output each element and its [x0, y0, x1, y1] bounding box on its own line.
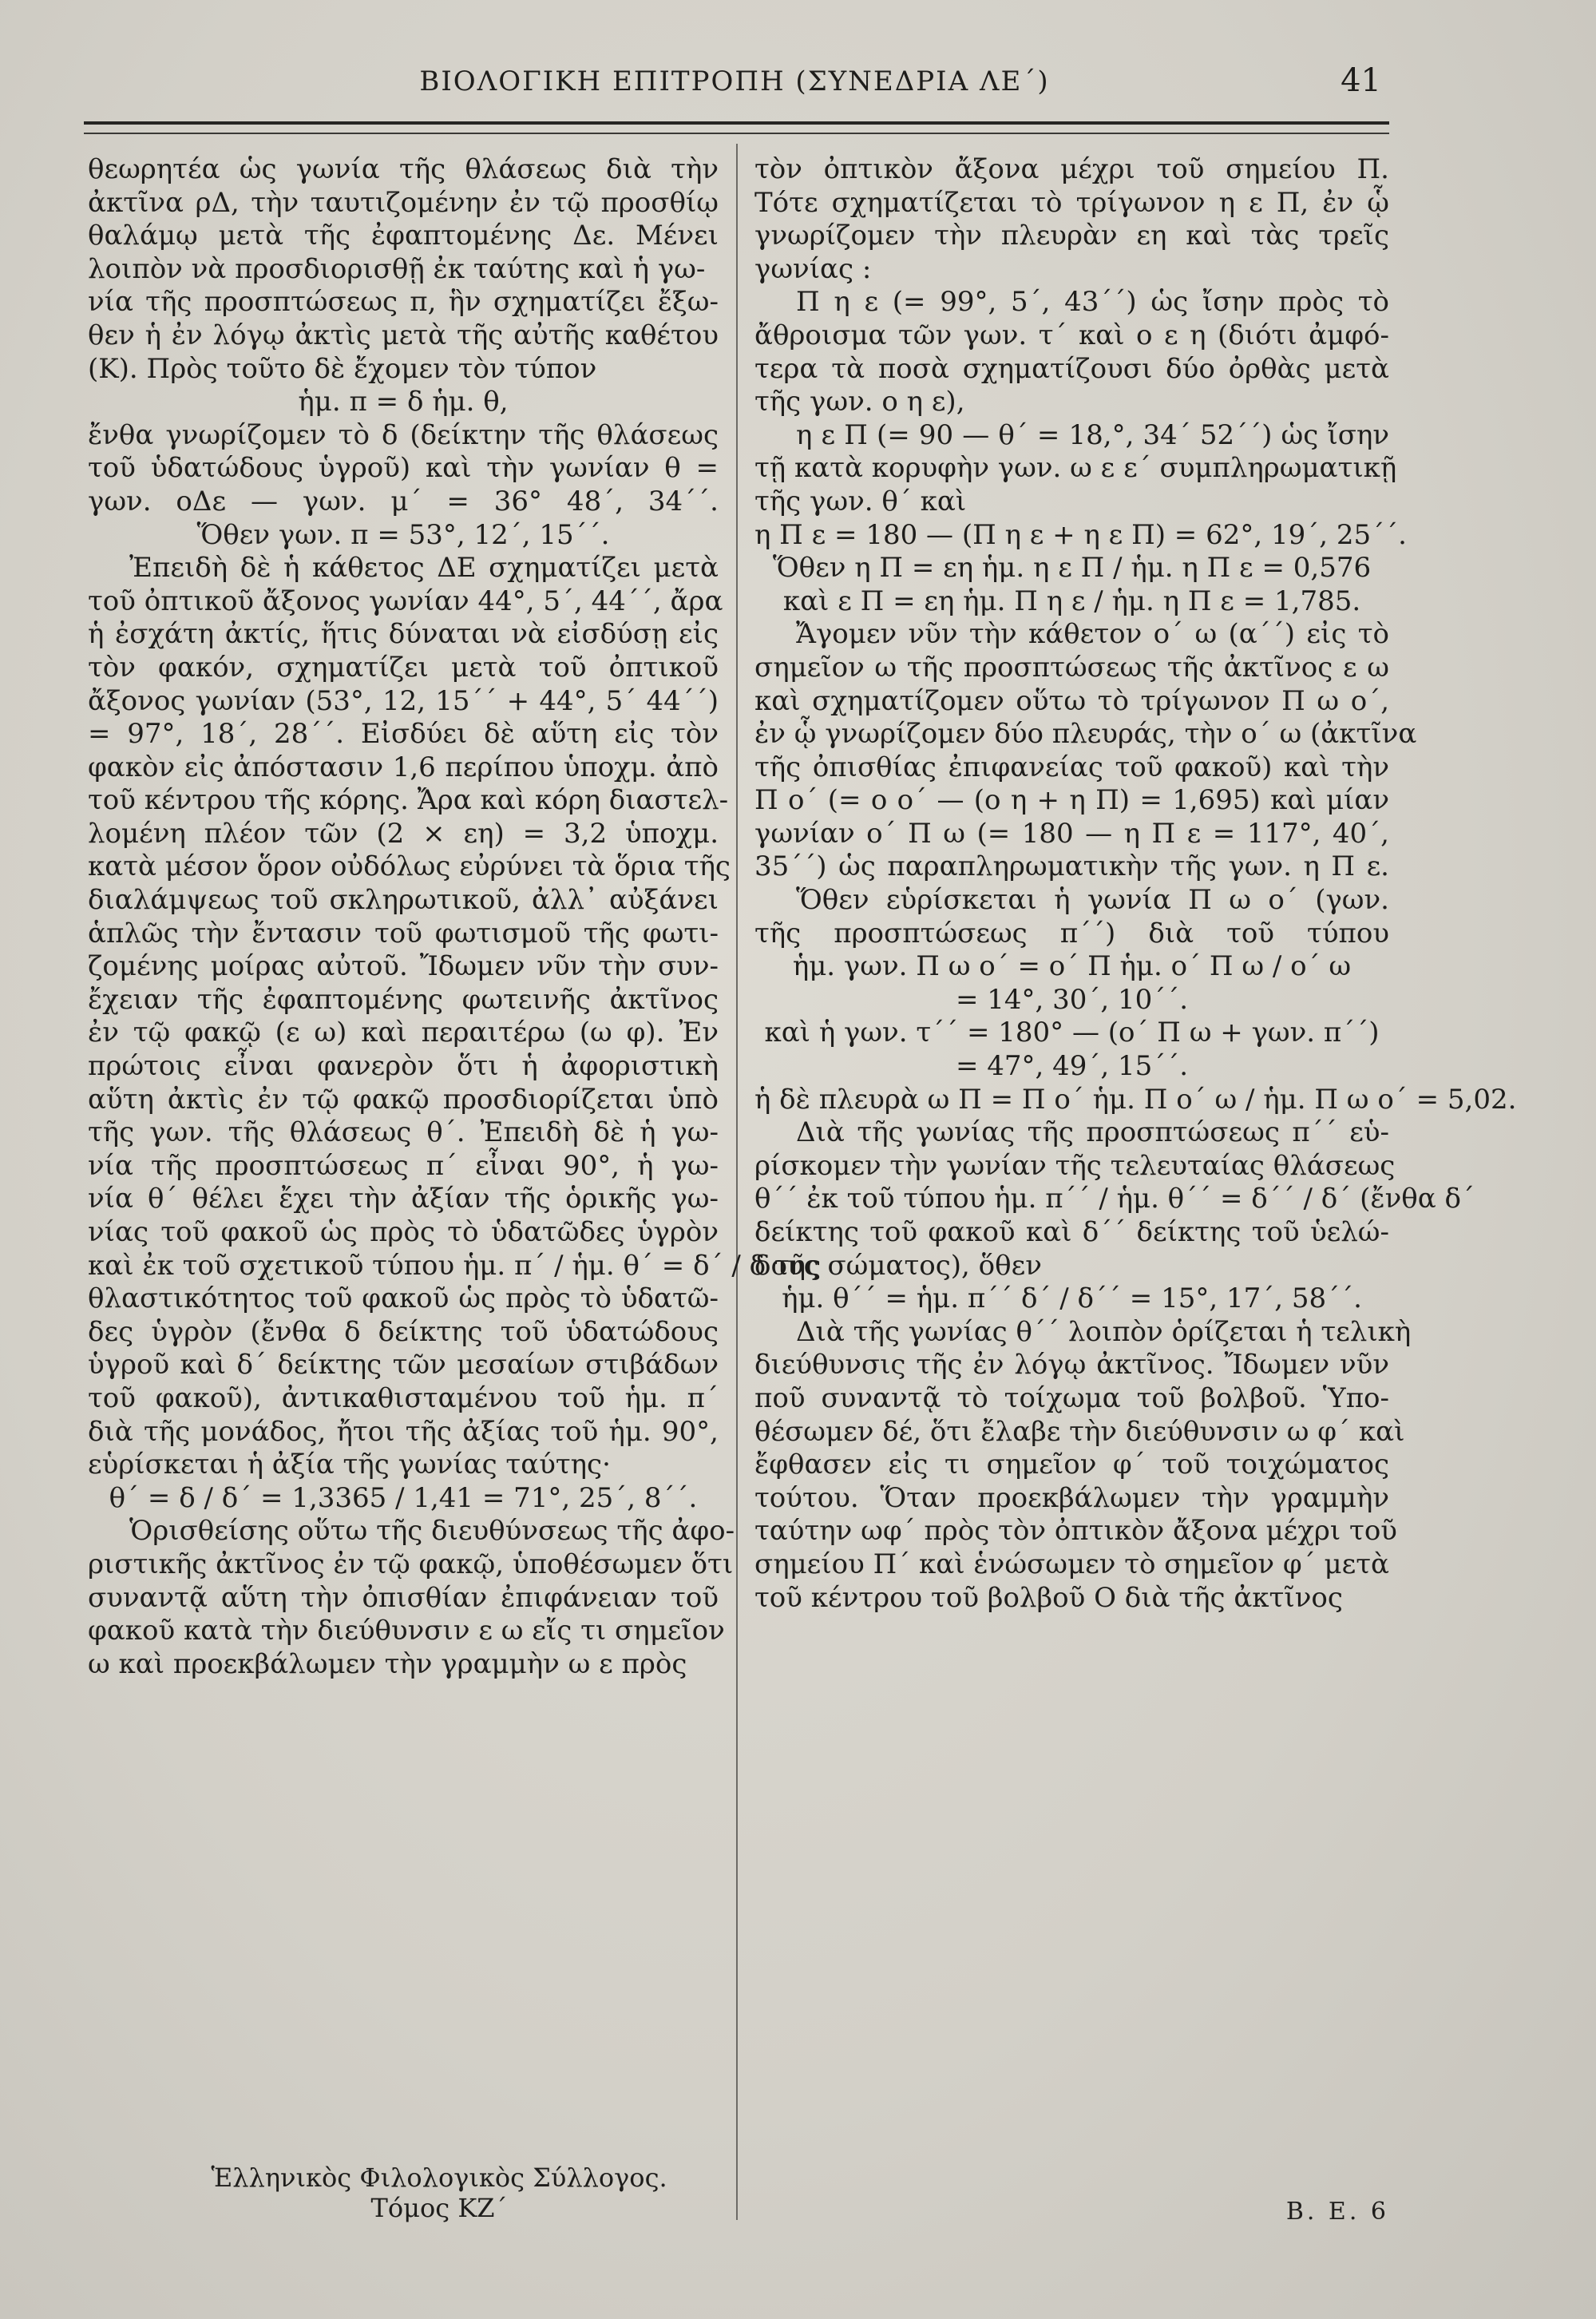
text-line: δους σώματος), ὅθεν	[754, 1249, 1042, 1282]
page-number: 41	[1341, 62, 1381, 99]
text-line: ἡμ. θ΄΄ = ἡμ. π΄΄ δ΄ / δ΄΄ = 15°, 17΄, 58΄΄.	[782, 1282, 1362, 1315]
text-line: ἔφθασεν εἰς τι σημεῖον φ΄ τοῦ τοιχώματος	[754, 1449, 1389, 1481]
text-line: θεν ἡ ἐν λόγῳ ἀκτὶς μετὰ τῆς αὐτῆς καθέτου	[88, 319, 719, 351]
text-line: ἔνθα γνωρίζομεν τὸ δ (δείκτην τῆς θλάσεως	[88, 418, 719, 451]
text-line: καὶ ἐκ τοῦ σχετικοῦ τύπου ἡμ. π΄ / ἡμ. θ΄ = δ΄ / δ τῆς	[88, 1249, 822, 1282]
text-line: ἡ δὲ πλευρὰ ω Π = Π ο΄ ἡμ. Π ο΄ ω / ἡμ. Π ω ο΄ = 5,02.	[754, 1083, 1517, 1116]
text-line: αὕτη ἀκτὶς ἐν τῷ φακῷ προσδιορίζεται ὑπὸ	[88, 1083, 719, 1116]
text-line: ἔχειαν τῆς ἐφαπτομένης φωτεινῆς ἀκτῖνος	[88, 983, 719, 1016]
text-line: τῆς γων. τῆς θλάσεως θ΄. Ἐπειδὴ δὲ ἡ γω-	[88, 1116, 719, 1149]
signature-mark: Β. Ε. 6	[1285, 2198, 1389, 2226]
text-line: φακοῦ κατὰ τὴν διεύθυνσιν ε ω εἴς τι σημεῖον	[88, 1615, 725, 1647]
text-line: τῆς γων. ο η ε),	[754, 386, 965, 418]
text-line: ἡμ. π = δ ἡμ. θ,	[298, 386, 509, 418]
text-line: διαλάμψεως τοῦ σκληρωτικοῦ, ἀλλ᾽ αὐξάνει	[88, 884, 719, 917]
text-line: καὶ σχηματίζομεν οὕτω τὸ τρίγωνον Π ω ο΄,	[754, 684, 1389, 717]
text-line: Διὰ τῆς γωνίας τῆς προσπτώσεως π΄΄ εὑ-	[796, 1116, 1389, 1149]
text-line: τῆς γων. θ΄ καὶ	[754, 485, 967, 517]
text-line: δες ὑγρὸν (ἔνθα δ δείκτης τοῦ ὑδατώδους	[88, 1315, 719, 1348]
text-line: σημεῖον ω τῆς προσπτώσεως τῆς ἀκτῖνος ε ω	[754, 651, 1389, 684]
text-line: ἡμ. γων. Π ω ο΄ = ο΄ Π ἡμ. ο΄ Π ω / ο΄ ω	[792, 950, 1352, 983]
text-line: γνωρίζομεν τὴν πλευρὰν εη καὶ τὰς τρεῖς	[754, 220, 1389, 252]
text-line: τὸν φακόν, σχηματίζει μετὰ τοῦ ὀπτικοῦ	[88, 651, 719, 684]
text-line: θέσωμεν δέ, ὅτι ἔλαβε τὴν διεύθυνσιν ω φ΄ καὶ	[754, 1415, 1405, 1448]
text-line: θλαστικότητος τοῦ φακοῦ ὡς πρὸς τὸ ὑδατῶ-	[88, 1282, 719, 1315]
text-line: τοῦ φακοῦ), ἀντικαθισταμένου τοῦ ἡμ. π΄	[88, 1381, 719, 1414]
text-line: η ε Π (= 90 — θ΄ = 18,°, 34΄ 52΄΄) ὡς ἴσην	[796, 418, 1389, 451]
text-line: εὑρίσκεται ἡ ἀξία τῆς γωνίας ταύτης·	[88, 1449, 611, 1481]
text-line: συναντᾷ αὕτη τὴν ὀπισθίαν ἐπιφάνειαν τοῦ	[88, 1581, 719, 1614]
text-line: γωνίαν ο΄ Π ω (= 180 — η Π ε = 117°, 40΄,	[754, 817, 1389, 850]
column-divider	[736, 144, 738, 2220]
text-line: δείκτης τοῦ φακοῦ καὶ δ΄΄ δείκτης τοῦ ὑελώ-	[754, 1216, 1389, 1248]
text-line: φακὸν εἰς ἀπόστασιν 1,6 περίπου ὑποχμ. ἀπὸ	[88, 751, 719, 783]
text-line: ἡ ἐσχάτη ἀκτίς, ἥτις δύναται νὰ εἰσδύσῃ εἰς	[88, 618, 719, 651]
text-line: τῇ κατὰ κορυφὴν γων. ω ε ε΄ συμπληρωματικῇ	[754, 452, 1397, 485]
text-line: ἁπλῶς τὴν ἔντασιν τοῦ φωτισμοῦ τῆς φωτι-	[88, 917, 719, 949]
header-rule-thick	[84, 121, 1389, 125]
text-line: 35΄΄) ὡς παραπληρωματικὴν τῆς γων. η Π ε.	[754, 850, 1389, 883]
text-line: θ΄ = δ / δ΄ = 1,3365 / 1,41 = 71°, 25΄, 8΄΄.	[109, 1481, 698, 1514]
left-column	[88, 153, 822, 1681]
running-header: ΒΙΟΛΟΓΙΚΗ ΕΠΙΤΡΟΠΗ (ΣΥΝΕΔΡΙΑ ΛΕ΄)	[419, 65, 1050, 97]
text-line: Ὁρισθείσης οὕτω τῆς διευθύνσεως τῆς ἀφο-	[129, 1515, 735, 1548]
text-line: θεωρητέα ὡς γωνία τῆς θλάσεως διὰ τὴν	[88, 153, 719, 185]
text-line: λομένη πλέον τῶν (2 × εη) = 3,2 ὑποχμ.	[88, 817, 719, 850]
text-line: = 14°, 30΄, 10΄΄.	[955, 983, 1189, 1016]
text-line: νία θ΄ θέλει ἔχει τὴν ἀξίαν τῆς ὁρικῆς γω-	[88, 1183, 719, 1215]
text-line: ποῦ συναντᾷ τὸ τοίχωμα τοῦ βολβοῦ. Ὑπο-	[754, 1381, 1389, 1414]
text-line: ζομένης μοίρας αὐτοῦ. Ἴδωμεν νῦν τὴν συν-	[88, 950, 719, 983]
text-line: καὶ ε Π = εη ἡμ. Π η ε / ἡμ. η Π ε = 1,785.	[782, 585, 1361, 617]
text-line: Ὅθεν η Π = εη ἡμ. η ε Π / ἡμ. η Π ε = 0,576	[772, 552, 1372, 585]
text-line: ἄξονος γωνίαν (53°, 12, 15΄΄ + 44°, 5΄ 44΄΄)	[88, 684, 719, 717]
text-line: η Π ε = 180 — (Π η ε + η ε Π) = 62°, 19΄, 25΄΄.	[754, 518, 1407, 551]
text-line: ἐν ᾧ γνωρίζομεν δύο πλευράς, τὴν ο΄ ω (ἀκτῖνα	[754, 718, 1417, 751]
text-line: διεύθυνσις τῆς ἐν λόγῳ ἀκτῖνος. Ἴδωμεν νῦν	[754, 1349, 1389, 1381]
text-line: τοῦ ὀπτικοῦ ἄξονος γωνίαν 44°, 5΄, 44΄΄, ἄρα	[88, 585, 723, 617]
text-line: θαλάμῳ μετὰ τῆς ἐφαπτομένης Δε. Μένει	[88, 220, 719, 252]
text-line: ρίσκομεν τὴν γωνίαν τῆς τελευταίας θλάσεως	[754, 1149, 1396, 1182]
text-line: ταύτην ωφ΄ πρὸς τὸν ὀπτικὸν ἄξονα μέχρι τοῦ	[754, 1515, 1397, 1548]
text-line: (Κ). Πρὸς τοῦτο δὲ ἔχομεν τὸν τύπον	[88, 352, 597, 385]
text-line: κατὰ μέσον ὅρον οὐδόλως εὐρύνει τὰ ὅρια τῆς	[88, 850, 731, 883]
text-line: γωνίας :	[754, 252, 872, 285]
text-line: θ΄΄ ἐκ τοῦ τύπου ἡμ. π΄΄ / ἡμ. θ΄΄ = δ΄΄ / δ΄ (ἔνθα δ΄	[754, 1183, 1475, 1215]
text-line: Ὅθεν γων. π = 53°, 12΄, 15΄΄.	[196, 518, 610, 551]
text-line: Π η ε (= 99°, 5΄, 43΄΄) ὡς ἴσην πρὸς τὸ	[796, 286, 1389, 319]
text-line: Π ο΄ (= ο ο΄ — (ο η + η Π) = 1,695) καὶ μίαν	[754, 784, 1389, 817]
text-line: Τότε σχηματίζεται τὸ τρίγωνον η ε Π, ἐν ᾧ	[754, 186, 1389, 219]
text-line: πρώτοις εἶναι φανερὸν ὅτι ἡ ἀφοριστικὴ	[88, 1050, 719, 1083]
text-line: ὑγροῦ καὶ δ΄ δείκτης τῶν μεσαίων στιβάδων	[88, 1349, 719, 1381]
text-line: = 97°, 18΄, 28΄΄. Εἰσδύει δὲ αὕτη εἰς τὸν	[88, 718, 719, 751]
text-line: διὰ τῆς μονάδος, ἤτοι τῆς ἀξίας τοῦ ἡμ. 90°,	[88, 1415, 719, 1448]
footer-imprint: Ἑλληνικὸς Φιλολογικὸς Σύλλογος. Τόμος ΚΖ΄	[211, 2162, 667, 2223]
right-column	[754, 153, 1517, 1615]
text-line: λοιπὸν νὰ προσδιορισθῇ ἐκ ταύτης καὶ ἡ γω-	[88, 252, 706, 285]
text-line: Διὰ τῆς γωνίας θ΄΄ λοιπὸν ὁρίζεται ἡ τελικὴ	[796, 1315, 1412, 1348]
text-line: ω καὶ προεκβάλωμεν τὴν γραμμὴν ω ε πρὸς	[88, 1647, 687, 1680]
text-line: νίας τοῦ φακοῦ ὡς πρὸς τὸ ὑδατῶδες ὑγρὸν	[88, 1216, 719, 1248]
text-line: καὶ ἡ γων. τ΄΄ = 180° — (ο΄ Π ω + γων. π΄΄)	[764, 1017, 1380, 1049]
text-line: τοῦ κέντρου τῆς κόρης. Ἄρα καὶ κόρη διαστελ-	[88, 784, 729, 817]
text-line: τοῦ ὑδατώδους ὑγροῦ) καὶ τὴν γωνίαν θ =	[88, 452, 719, 485]
text-line: ριστικῆς ἀκτῖνος ἐν τῷ φακῷ, ὑποθέσωμεν ὅτι	[88, 1548, 734, 1580]
text-line: νία τῆς προσπτώσεως π΄ εἶναι 90°, ἡ γω-	[88, 1149, 719, 1182]
text-line: τὸν ὀπτικὸν ἄξονα μέχρι τοῦ σημείου Π.	[754, 153, 1389, 185]
header-rule-thin	[84, 133, 1389, 134]
text-line: νία τῆς προσπτώσεως π, ἣν σχηματίζει ἔξω-	[88, 286, 719, 319]
text-line: τούτου. Ὅταν προεκβάλωμεν τὴν γραμμὴν	[754, 1481, 1389, 1514]
text-line: γων. οΔε — γων. μ΄ = 36° 48΄, 34΄΄.	[88, 485, 719, 517]
text-line: σημείου Π΄ καὶ ἑνώσωμεν τὸ σημεῖον φ΄ μετὰ	[754, 1548, 1389, 1580]
text-line: τοῦ κέντρου τοῦ βολβοῦ Ο διὰ τῆς ἀκτῖνος	[754, 1581, 1343, 1614]
text-line: τῆς προσπτώσεως π΄΄) διὰ τοῦ τύπου	[754, 917, 1389, 949]
text-line: ἄθροισμα τῶν γων. τ΄ καὶ ο ε η (διότι ἀμφό-	[754, 319, 1389, 351]
text-line: Ἄγομεν νῦν τὴν κάθετον ο΄ ω (α΄΄) εἰς τὸ	[796, 618, 1389, 651]
text-line: τερα τὰ ποσὰ σχηματίζουσι δύο ὀρθὰς μετὰ	[754, 352, 1389, 385]
text-line: = 47°, 49΄, 15΄΄.	[955, 1050, 1189, 1083]
text-line: ἐν τῷ φακῷ (ε ω) καὶ περαιτέρω (ω φ). Ἐν	[88, 1017, 719, 1049]
text-line: Ἐπειδὴ δὲ ἡ κάθετος ΔΕ σχηματίζει μετὰ	[129, 552, 719, 585]
text-line: ἀκτῖνα ρΔ, τὴν ταυτιζομένην ἐν τῷ προσθίῳ	[88, 186, 719, 219]
text-line: τῆς ὀπισθίας ἐπιφανείας τοῦ φακοῦ) καὶ τὴν	[754, 751, 1389, 783]
text-line: Ὅθεν εὑρίσκεται ἡ γωνία Π ω ο΄ (γων.	[796, 884, 1389, 917]
